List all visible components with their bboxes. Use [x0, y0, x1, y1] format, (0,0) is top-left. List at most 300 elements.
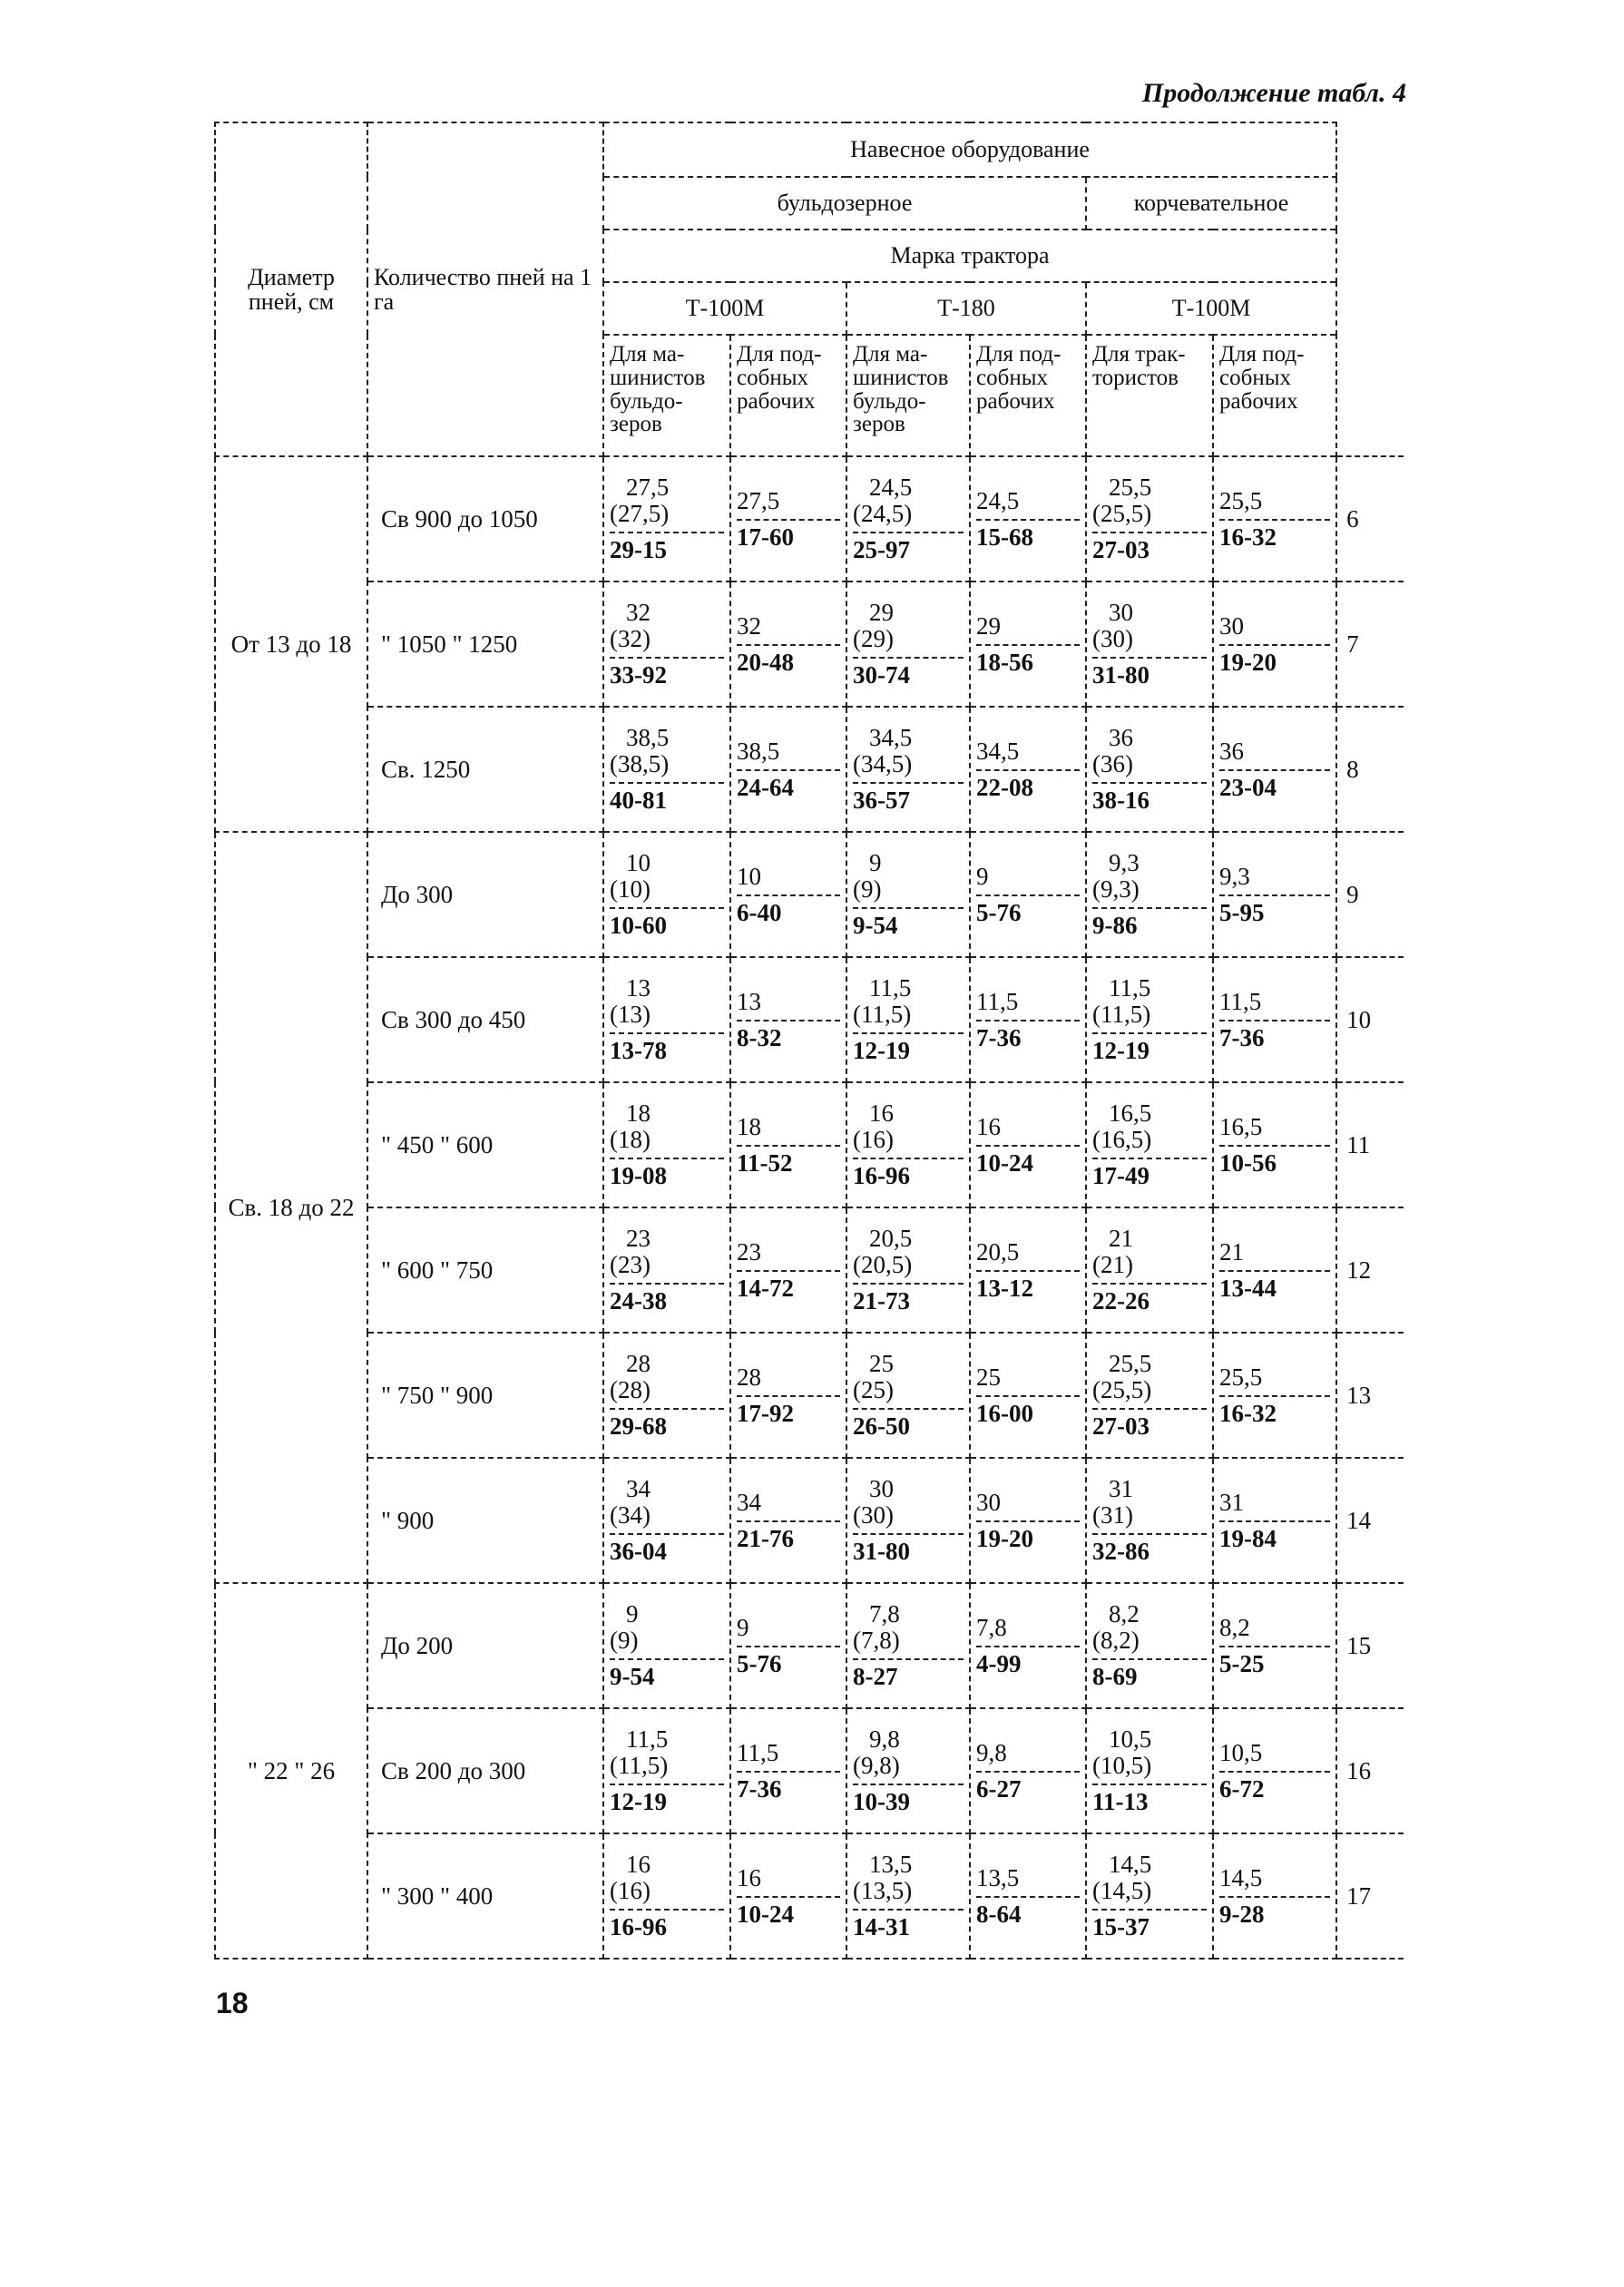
- norm-value: 13,5: [976, 1863, 1020, 1891]
- table-row: [215, 832, 1404, 957]
- price-value: 20-48: [737, 644, 840, 675]
- norm-value: 25,5: [1219, 486, 1263, 514]
- price-value: 21-76: [737, 1520, 840, 1551]
- header-t100m-2: Т-100М: [1086, 282, 1336, 335]
- norm-value: 27,5: [626, 474, 670, 502]
- row-number: 10: [1336, 957, 1404, 1082]
- count-cell: Св. 1250: [367, 707, 603, 832]
- norm-value: 28: [626, 1350, 651, 1378]
- header-count: Количество пней на 1 га: [367, 122, 603, 456]
- header-t100m-1: Т-100М: [603, 282, 846, 335]
- price-value: 27-03: [1092, 1408, 1207, 1439]
- price-value: 10-56: [1219, 1145, 1330, 1176]
- value-cell: [603, 1583, 730, 1708]
- diameter-cell: Св. 18 до 22: [215, 832, 367, 1583]
- price-value: 15-68: [976, 519, 1080, 550]
- count-cell: " 450 " 600: [367, 1082, 603, 1207]
- norm-value: 29: [869, 599, 894, 627]
- value-cell: [846, 957, 970, 1082]
- value-cell: [846, 832, 970, 957]
- price-value: 10-24: [737, 1896, 840, 1927]
- norm-value: 14,5: [1109, 1851, 1152, 1879]
- row-number: 9: [1336, 832, 1404, 957]
- value-cell: [970, 1082, 1086, 1207]
- value-cell: [846, 456, 970, 582]
- norm-value-alt: (14,5): [1092, 1876, 1152, 1904]
- norm-value: 14,5: [1219, 1863, 1263, 1891]
- norm-value-alt: (25,5): [1092, 499, 1152, 527]
- norm-value: 30: [869, 1475, 894, 1503]
- header-sub-1: Для ма-шинистов бульдо-зеров: [603, 335, 730, 456]
- price-value: 5-76: [737, 1646, 840, 1676]
- norm-value: 18: [626, 1100, 651, 1128]
- price-value: 6-27: [976, 1771, 1080, 1802]
- price-value: 17-49: [1092, 1158, 1207, 1188]
- value-cell: [730, 1833, 846, 1959]
- norm-value-alt: (21): [1092, 1250, 1133, 1278]
- row-number: 14: [1336, 1458, 1404, 1583]
- price-value: 13-78: [610, 1032, 724, 1063]
- norm-value-alt: (7,8): [853, 1626, 900, 1654]
- norm-value: 8,2: [1219, 1613, 1250, 1641]
- price-value: 40-81: [610, 782, 724, 813]
- price-value: 15-37: [1092, 1909, 1207, 1940]
- table-row: [215, 957, 1404, 1082]
- value-cell: [846, 707, 970, 832]
- norm-value: 24,5: [869, 474, 913, 502]
- value-cell: [603, 1833, 730, 1959]
- norm-value: 9: [976, 862, 989, 890]
- count-cell: До 200: [367, 1583, 603, 1708]
- norm-value: 24,5: [976, 486, 1020, 514]
- norm-value-alt: (9): [853, 875, 882, 903]
- price-value: 16-32: [1219, 519, 1330, 550]
- table-row: [215, 1207, 1404, 1333]
- value-cell: [1086, 1082, 1213, 1207]
- price-value: 38-16: [1092, 782, 1207, 813]
- row-number: 11: [1336, 1082, 1404, 1207]
- norm-value-alt: (18): [610, 1125, 651, 1153]
- price-value: 6-40: [737, 894, 840, 925]
- table-row: [215, 1833, 1404, 1959]
- value-cell: [970, 1708, 1086, 1833]
- value-cell: [1213, 1583, 1336, 1708]
- price-value: 11-13: [1092, 1784, 1207, 1814]
- price-value: 9-28: [1219, 1896, 1330, 1927]
- price-value: 19-08: [610, 1158, 724, 1188]
- value-cell: [1086, 1583, 1213, 1708]
- value-cell: [730, 1583, 846, 1708]
- diameter-cell: От 13 до 18: [215, 456, 367, 832]
- price-value: 31-80: [853, 1533, 964, 1564]
- norm-value: 25: [869, 1350, 894, 1378]
- price-value: 19-20: [1219, 644, 1330, 675]
- price-value: 17-60: [737, 519, 840, 550]
- norm-value-alt: (25): [853, 1375, 894, 1403]
- price-value: 10-60: [610, 907, 724, 938]
- price-value: 21-73: [853, 1283, 964, 1314]
- price-value: 12-19: [1092, 1032, 1207, 1063]
- price-value: 8-69: [1092, 1658, 1207, 1689]
- norm-value-alt: (10): [610, 875, 651, 903]
- value-cell: [1086, 1458, 1213, 1583]
- norm-value: 32: [626, 599, 651, 627]
- value-cell: [1086, 1333, 1213, 1458]
- price-value: 22-08: [976, 769, 1080, 800]
- value-cell: [603, 1082, 730, 1207]
- norm-value: 9: [869, 849, 882, 877]
- norm-value: 27,5: [737, 486, 780, 514]
- row-number: 13: [1336, 1333, 1404, 1458]
- norm-value: 32: [737, 611, 761, 640]
- value-cell: [730, 1082, 846, 1207]
- header-tractor-brand: Марка трактора: [603, 230, 1336, 282]
- value-cell: [846, 1458, 970, 1583]
- norms-table: [214, 122, 1403, 1960]
- norm-value-alt: (34): [610, 1500, 651, 1529]
- header-spacer: [1336, 122, 1404, 456]
- price-value: 32-86: [1092, 1533, 1207, 1564]
- value-cell: [730, 957, 846, 1082]
- value-cell: [1086, 582, 1213, 707]
- table-row: [215, 1458, 1404, 1583]
- norm-value: 16: [976, 1112, 1001, 1140]
- norm-value: 16: [737, 1863, 761, 1891]
- value-cell: [1213, 456, 1336, 582]
- value-cell: [603, 957, 730, 1082]
- row-number: 6: [1336, 456, 1404, 582]
- norm-value-alt: (31): [1092, 1500, 1133, 1529]
- norm-value: 13: [626, 974, 651, 1002]
- header-uprooter: корчевательное: [1086, 177, 1336, 230]
- header-t180: Т-180: [846, 282, 1086, 335]
- header-sub-6: Для под-собных рабочих: [1213, 335, 1336, 456]
- norm-value: 11,5: [869, 974, 912, 1002]
- norm-value: 10: [737, 862, 761, 890]
- value-cell: [1086, 1207, 1213, 1333]
- value-cell: [730, 582, 846, 707]
- norm-value: 8,2: [1109, 1600, 1140, 1628]
- norm-value: 11,5: [1109, 974, 1151, 1002]
- price-value: 23-04: [1219, 769, 1330, 800]
- value-cell: [603, 456, 730, 582]
- price-value: 5-25: [1219, 1646, 1330, 1676]
- value-cell: [970, 456, 1086, 582]
- header-diameter: Диаметр пней, см: [215, 122, 367, 456]
- value-cell: [846, 1207, 970, 1333]
- value-cell: [1213, 1333, 1336, 1458]
- value-cell: [1213, 1458, 1336, 1583]
- price-value: 9-86: [1092, 907, 1207, 938]
- norm-value: 9: [626, 1600, 639, 1628]
- norm-value-alt: (32): [610, 624, 651, 652]
- value-cell: [603, 1333, 730, 1458]
- price-value: 14-31: [853, 1909, 964, 1940]
- norm-value: 25,5: [1109, 1350, 1152, 1378]
- count-cell: Св 300 до 450: [367, 957, 603, 1082]
- count-cell: Св 200 до 300: [367, 1708, 603, 1833]
- price-value: 36-04: [610, 1533, 724, 1564]
- price-value: 19-84: [1219, 1520, 1330, 1551]
- norm-value-alt: (20,5): [853, 1250, 913, 1278]
- norm-value-alt: (11,5): [1092, 1000, 1151, 1028]
- value-cell: [730, 456, 846, 582]
- price-value: 8-32: [737, 1020, 840, 1051]
- norm-value: 30: [976, 1488, 1001, 1516]
- value-cell: [846, 1082, 970, 1207]
- price-value: 8-64: [976, 1896, 1080, 1927]
- value-cell: [1213, 1833, 1336, 1959]
- table-caption: Продолжение табл. 4: [1141, 78, 1406, 108]
- price-value: 16-96: [610, 1909, 724, 1940]
- norm-value: 11,5: [1219, 987, 1262, 1015]
- norm-value: 34,5: [869, 724, 913, 752]
- norm-value-alt: (25,5): [1092, 1375, 1152, 1403]
- norm-value-alt: (11,5): [853, 1000, 912, 1028]
- row-number: 7: [1336, 582, 1404, 707]
- diameter-cell: " 22 " 26: [215, 1583, 367, 1959]
- norm-value: 9: [737, 1613, 749, 1641]
- price-value: 25-97: [853, 532, 964, 562]
- value-cell: [1213, 582, 1336, 707]
- price-value: 16-96: [853, 1158, 964, 1188]
- count-cell: Св 900 до 1050: [367, 456, 603, 582]
- count-cell: " 300 " 400: [367, 1833, 603, 1959]
- norm-value: 7,8: [869, 1600, 900, 1628]
- norm-value: 34: [737, 1488, 761, 1516]
- header-sub-5: Для трак-тористов: [1086, 335, 1213, 456]
- norm-value: 25: [976, 1363, 1001, 1391]
- value-cell: [1213, 957, 1336, 1082]
- row-number: 17: [1336, 1833, 1404, 1959]
- norm-value: 20,5: [869, 1225, 913, 1253]
- norm-value-alt: (9,8): [853, 1751, 900, 1779]
- price-value: 5-76: [976, 894, 1080, 925]
- value-cell: [603, 832, 730, 957]
- norm-value: 9,8: [976, 1738, 1007, 1766]
- price-value: 18-56: [976, 644, 1080, 675]
- value-cell: [970, 1207, 1086, 1333]
- value-cell: [1086, 957, 1213, 1082]
- norm-value-alt: (13,5): [853, 1876, 913, 1904]
- count-cell: " 600 " 750: [367, 1207, 603, 1333]
- value-cell: [730, 1333, 846, 1458]
- value-cell: [603, 1458, 730, 1583]
- value-cell: [603, 582, 730, 707]
- value-cell: [970, 1833, 1086, 1959]
- price-value: 22-26: [1092, 1283, 1207, 1314]
- price-value: 7-36: [737, 1771, 840, 1802]
- value-cell: [970, 707, 1086, 832]
- norm-value-alt: (29): [853, 624, 894, 652]
- value-cell: [846, 1333, 970, 1458]
- value-cell: [846, 1583, 970, 1708]
- norm-value: 16: [626, 1851, 651, 1879]
- norm-value: 20,5: [976, 1237, 1020, 1266]
- price-value: 24-64: [737, 769, 840, 800]
- norm-value-alt: (34,5): [853, 749, 913, 777]
- price-value: 5-95: [1219, 894, 1330, 925]
- table-row: [215, 1333, 1404, 1458]
- norm-value-alt: (38,5): [610, 749, 670, 777]
- norm-value-alt: (36): [1092, 749, 1133, 777]
- table-row: [215, 707, 1404, 832]
- count-cell: " 750 " 900: [367, 1333, 603, 1458]
- norm-value: 31: [1109, 1475, 1133, 1503]
- norm-value: 25,5: [1109, 474, 1152, 502]
- norm-value: 34: [626, 1475, 651, 1503]
- price-value: 31-80: [1092, 657, 1207, 688]
- norm-value-alt: (8,2): [1092, 1626, 1140, 1654]
- price-value: 33-92: [610, 657, 724, 688]
- value-cell: [846, 1833, 970, 1959]
- norm-value: 9,3: [1109, 849, 1140, 877]
- norm-value: 29: [976, 611, 1001, 640]
- price-value: 30-74: [853, 657, 964, 688]
- norm-value: 31: [1219, 1488, 1244, 1516]
- price-value: 9-54: [610, 1658, 724, 1689]
- norm-value-alt: (24,5): [853, 499, 913, 527]
- value-cell: [1086, 832, 1213, 957]
- count-cell: " 900: [367, 1458, 603, 1583]
- norm-value: 16,5: [1109, 1100, 1152, 1128]
- norm-value: 13: [737, 987, 761, 1015]
- value-cell: [730, 1708, 846, 1833]
- norm-value: 10,5: [1219, 1738, 1263, 1766]
- norm-value-alt: (16): [853, 1125, 894, 1153]
- norm-value: 30: [1219, 611, 1244, 640]
- table-row: [215, 456, 1404, 582]
- price-value: 8-27: [853, 1658, 964, 1689]
- price-value: 16-00: [976, 1395, 1080, 1426]
- norm-value: 21: [1219, 1237, 1244, 1266]
- norm-value: 11,5: [976, 987, 1019, 1015]
- value-cell: [730, 707, 846, 832]
- value-cell: [730, 1207, 846, 1333]
- norm-value: 36: [1109, 724, 1133, 752]
- header-sub-2: Для под-собных рабочих: [730, 335, 846, 456]
- row-number: 16: [1336, 1708, 1404, 1833]
- header-sub-4: Для под-собных рабочих: [970, 335, 1086, 456]
- price-value: 29-68: [610, 1408, 724, 1439]
- page-number: 18: [216, 1987, 249, 2019]
- norm-value: 21: [1109, 1225, 1133, 1253]
- price-value: 12-19: [610, 1784, 724, 1814]
- value-cell: [1213, 707, 1336, 832]
- price-value: 36-57: [853, 782, 964, 813]
- value-cell: [846, 1708, 970, 1833]
- value-cell: [603, 1207, 730, 1333]
- price-value: 9-54: [853, 907, 964, 938]
- norm-value-alt: (13): [610, 1000, 651, 1028]
- value-cell: [1086, 1833, 1213, 1959]
- value-cell: [1086, 1708, 1213, 1833]
- norm-value: 9,3: [1219, 862, 1250, 890]
- price-value: 19-20: [976, 1520, 1080, 1551]
- price-value: 7-36: [1219, 1020, 1330, 1051]
- norm-value: 30: [1109, 599, 1133, 627]
- value-cell: [970, 957, 1086, 1082]
- value-cell: [603, 1708, 730, 1833]
- value-cell: [1213, 832, 1336, 957]
- norm-value-alt: (11,5): [610, 1751, 669, 1779]
- price-value: 26-50: [853, 1408, 964, 1439]
- norm-value-alt: (9): [610, 1626, 639, 1654]
- value-cell: [730, 1458, 846, 1583]
- price-value: 7-36: [976, 1020, 1080, 1051]
- price-value: 16-32: [1219, 1395, 1330, 1426]
- value-cell: [970, 832, 1086, 957]
- norm-value-alt: (30): [1092, 624, 1133, 652]
- price-value: 4-99: [976, 1646, 1080, 1676]
- norm-value: 28: [737, 1363, 761, 1391]
- row-number: 15: [1336, 1583, 1404, 1708]
- price-value: 13-44: [1219, 1270, 1330, 1301]
- norm-value: 10: [626, 849, 651, 877]
- price-value: 14-72: [737, 1270, 840, 1301]
- price-value: 29-15: [610, 532, 724, 562]
- norm-value-alt: (10,5): [1092, 1751, 1152, 1779]
- price-value: 10-24: [976, 1145, 1080, 1176]
- norm-value-alt: (16,5): [1092, 1125, 1152, 1153]
- norm-value: 23: [626, 1225, 651, 1253]
- value-cell: [1213, 1082, 1336, 1207]
- header-equipment: Навесное оборудование: [603, 122, 1336, 177]
- norm-value: 11,5: [737, 1738, 779, 1766]
- norm-value-alt: (16): [610, 1876, 651, 1904]
- norm-value-alt: (30): [853, 1500, 894, 1529]
- header-bulldozer: бульдозерное: [603, 177, 1086, 230]
- price-value: 24-38: [610, 1283, 724, 1314]
- norm-value-alt: (23): [610, 1250, 651, 1278]
- table-row: [215, 1708, 1404, 1833]
- norm-value: 23: [737, 1237, 761, 1266]
- norm-value: 18: [737, 1112, 761, 1140]
- row-number: 12: [1336, 1207, 1404, 1333]
- norm-value: 38,5: [626, 724, 670, 752]
- norm-value: 13,5: [869, 1851, 913, 1879]
- norm-value-alt: (27,5): [610, 499, 670, 527]
- norm-value: 36: [1219, 737, 1244, 765]
- norm-value: 34,5: [976, 737, 1020, 765]
- norm-value: 25,5: [1219, 1363, 1263, 1391]
- price-value: 11-52: [737, 1145, 840, 1176]
- norm-value: 11,5: [626, 1725, 669, 1754]
- count-cell: " 1050 " 1250: [367, 582, 603, 707]
- price-value: 10-39: [853, 1784, 964, 1814]
- norm-value: 16: [869, 1100, 894, 1128]
- table-row: [215, 1583, 1404, 1708]
- value-cell: [970, 1458, 1086, 1583]
- value-cell: [970, 1333, 1086, 1458]
- price-value: 13-12: [976, 1270, 1080, 1301]
- price-value: 27-03: [1092, 532, 1207, 562]
- value-cell: [730, 832, 846, 957]
- value-cell: [970, 582, 1086, 707]
- header-sub-3: Для ма-шинистов бульдо-зеров: [846, 335, 970, 456]
- price-value: 12-19: [853, 1032, 964, 1063]
- norm-value: 16,5: [1219, 1112, 1263, 1140]
- value-cell: [970, 1583, 1086, 1708]
- value-cell: [603, 707, 730, 832]
- row-number: 8: [1336, 707, 1404, 832]
- norm-value: 38,5: [737, 737, 780, 765]
- value-cell: [1213, 1708, 1336, 1833]
- value-cell: [1086, 707, 1213, 832]
- value-cell: [1213, 1207, 1336, 1333]
- value-cell: [846, 582, 970, 707]
- price-value: 6-72: [1219, 1771, 1330, 1802]
